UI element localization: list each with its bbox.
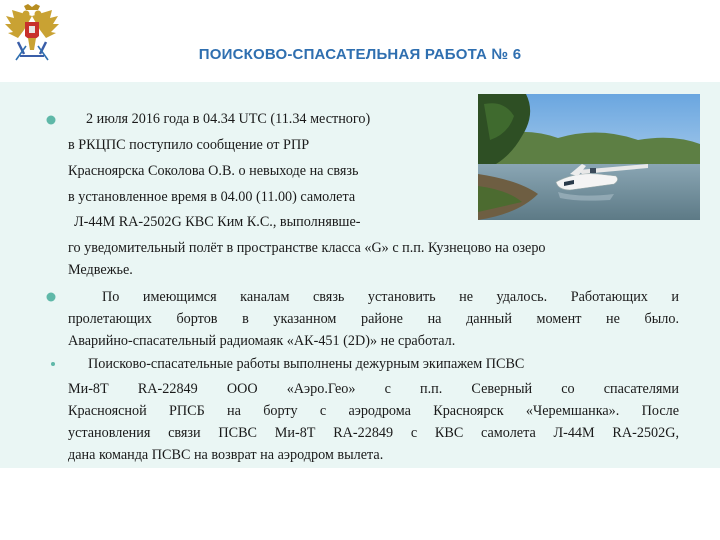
paragraph-3-line-4: установления связи ПСВС Ми-8Т RA-22849 с КВС самолета Л-44М RA-2502G, bbox=[68, 425, 679, 441]
paragraph-1-line-3: Красноярска Соколова О.В. о невыходе на связь bbox=[68, 163, 359, 179]
paragraph-1-line-1: 2 июля 2016 года в 04.34 UTC (11.34 местного) bbox=[86, 111, 371, 127]
paragraph-1-line-4: в установленное время в 04.00 (11.00) самолета bbox=[68, 189, 356, 205]
paragraph-1-line-7: Медвежье. bbox=[68, 262, 133, 278]
paragraph-2-line-3: Аварийно-спасательный радиомаяк «АК-451 (2D)» не сработал. bbox=[68, 333, 456, 349]
paragraph-1-line-6: го уведомительный полёт в пространстве класса «G» с п.п. Кузнецово на озеро bbox=[68, 240, 546, 256]
filled-circle-bullet-icon bbox=[46, 292, 56, 302]
paragraph-1-line-2: в РКЦПС поступило сообщение от РПР bbox=[68, 137, 310, 153]
paragraph-3-line-1: Поисково-спасательные работы выполнены дежурным экипажем ПСВС bbox=[88, 356, 525, 372]
paragraph-3-line-5: дана команда ПСВС на возврат на аэродром вылета. bbox=[68, 447, 384, 463]
paragraph-3-line-3: Красноясной РПСБ на борту с аэродрома Красноярск «Черемшанка». После bbox=[68, 403, 679, 419]
paragraph-3-line-2: Ми-8Т RA-22849 ООО «Аэро.Гео» с п.п. Северный со спасателями bbox=[68, 381, 679, 397]
paragraph-2-line-2: пролетающих бортов в указанном районе на данный момент не было. bbox=[68, 311, 679, 327]
paragraph-1-line-5: Л-44М RA-2502G КВС Ким К.С., выполнявше- bbox=[74, 214, 361, 230]
slide-title: ПОИСКОВО-СПАСАТЕЛЬНАЯ РАБОТА № 6 bbox=[198, 46, 522, 63]
paragraph-2-line-1: По имеющимся каналам связь установить не удалось. Работающих и bbox=[102, 289, 679, 305]
filled-circle-bullet-icon bbox=[46, 115, 56, 125]
small-dot-bullet-icon bbox=[50, 361, 56, 367]
